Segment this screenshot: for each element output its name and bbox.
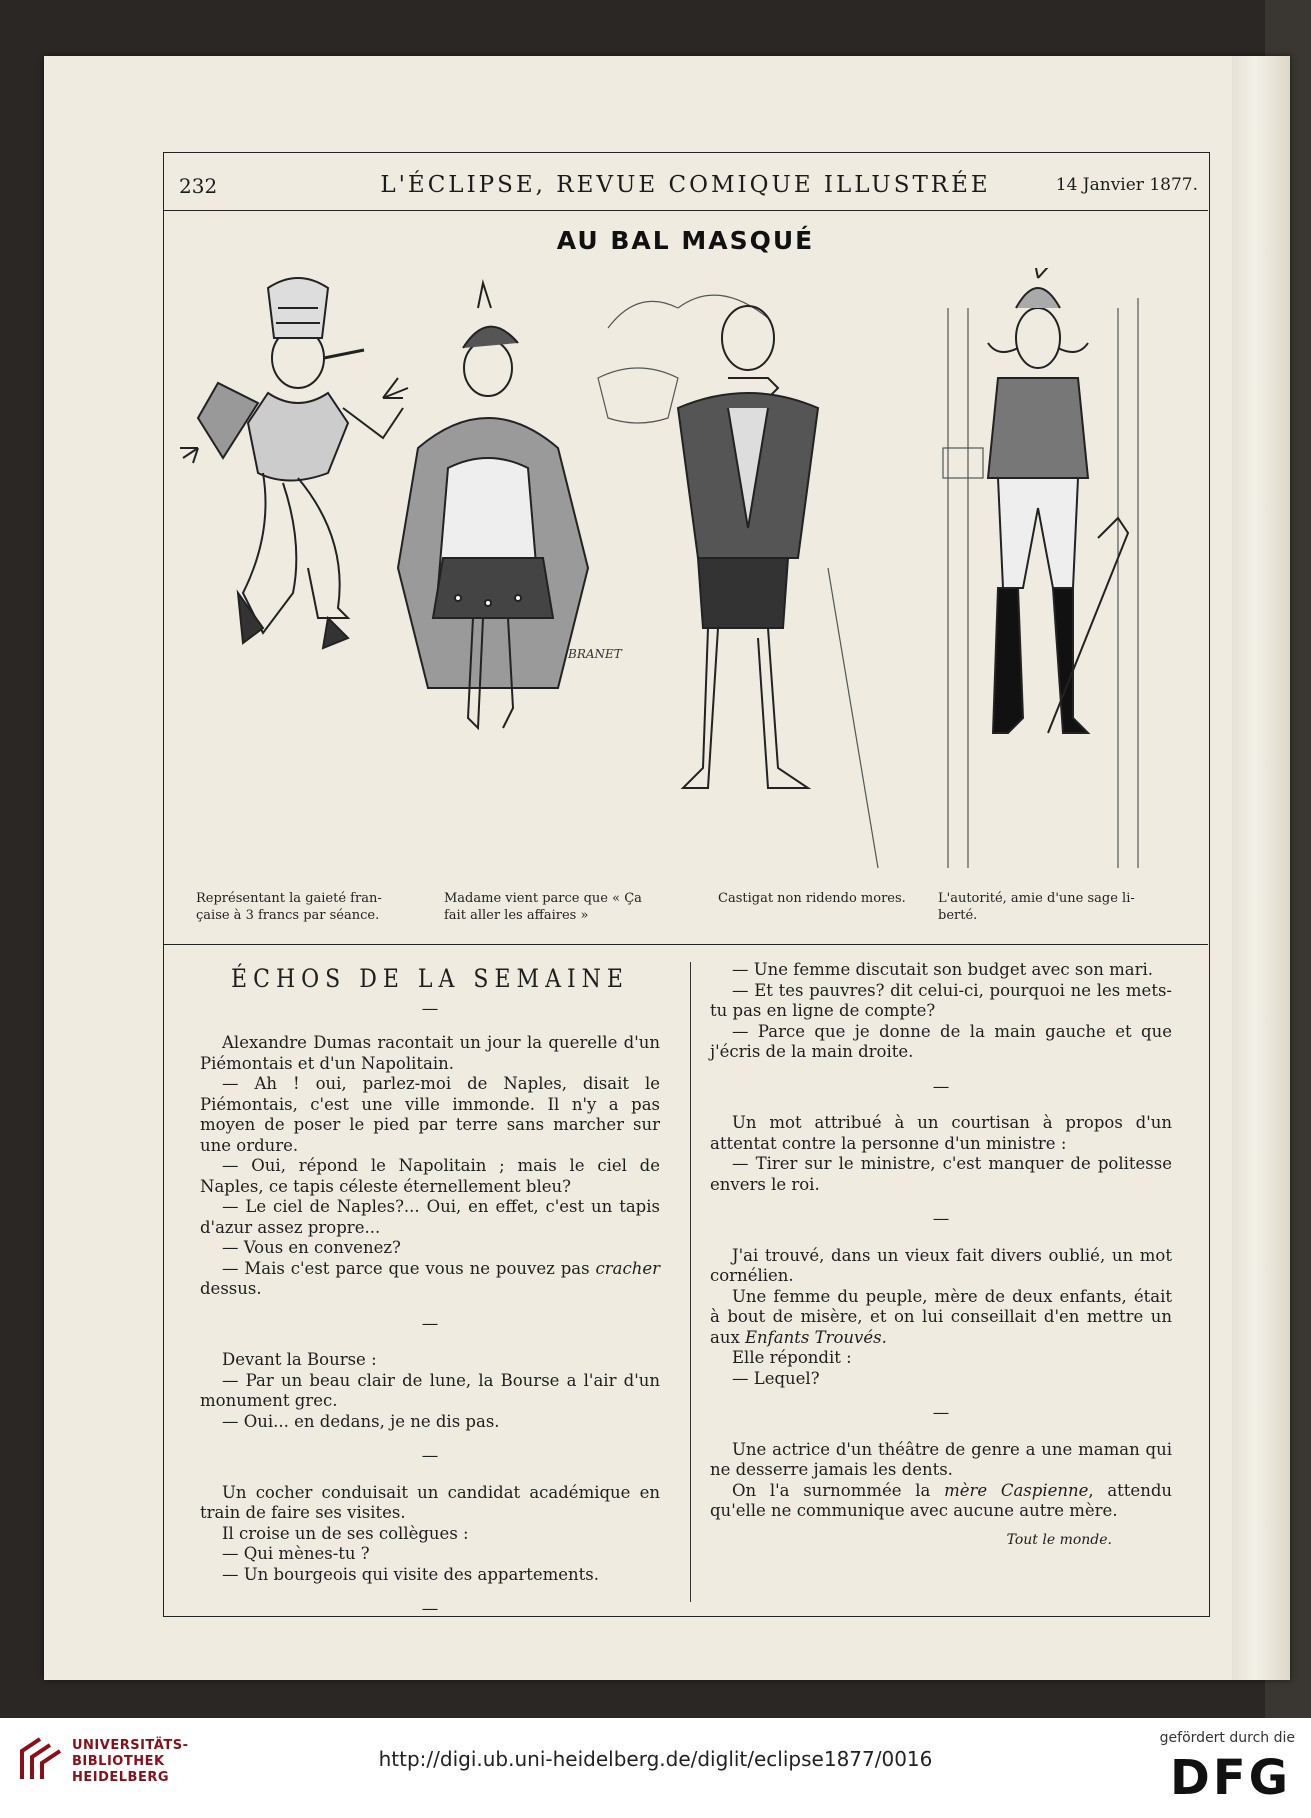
paragraph: J'ai trouvé, dans un vieux fait divers oublié, un mot cornélien. bbox=[710, 1245, 1172, 1285]
paragraph: Un cocher conduisait un candidat académique en train de faire ses visites. bbox=[200, 1482, 660, 1522]
issue-date: 14 Janvier 1877. bbox=[1055, 175, 1198, 195]
paragraph bbox=[200, 1259, 660, 1300]
paragraph: Elle répondit : bbox=[732, 1348, 852, 1367]
italic-text: cracher bbox=[595, 1258, 660, 1278]
caption-1-text: Représentant la gaieté fran- çaise à 3 francs par séance. bbox=[196, 891, 382, 923]
document-url-link[interactable]: http://digi.ub.uni-heidelberg.de/diglit/eclipse1877/0016 bbox=[378, 1747, 933, 1771]
caption-4-text: L'autorité, amie d'une sage li- berté. bbox=[938, 891, 1135, 923]
paragraph: — Vous en convenez? bbox=[222, 1238, 401, 1257]
header-rule bbox=[163, 210, 1208, 211]
section-rule bbox=[163, 944, 1208, 945]
library-name-line: BIBLIOTHEK bbox=[72, 1754, 165, 1769]
italic-text: Enfants Trouvés. bbox=[745, 1327, 887, 1347]
text-run: Une femme du peuple, mère de deux enfants, était à bout de misère, et on lui conseillait d'en mettre un aux bbox=[710, 1286, 1172, 1347]
paragraph: — Tirer sur le ministre, c'est manquer de politesse envers le roi. bbox=[710, 1154, 1172, 1194]
figure-woman bbox=[398, 283, 623, 728]
column-signature: Tout le monde. bbox=[1006, 1531, 1112, 1548]
paragraph: — Par un beau clair de lune, la Bourse a l'air d'un monument grec. bbox=[200, 1370, 660, 1410]
paragraph: Une actrice d'un théâtre de genre a une maman qui ne desserre jamais les dents. bbox=[710, 1439, 1172, 1479]
separator: — bbox=[421, 1599, 439, 1618]
figure-soldier bbox=[988, 268, 1128, 733]
caption-2-text: Madame vient parce que « Ça fait aller les affaires » bbox=[444, 891, 642, 923]
left-column bbox=[200, 960, 660, 1636]
paragraph: — Lequel? bbox=[732, 1368, 820, 1388]
caption-3-text: Castigat non ridendo mores. bbox=[718, 891, 906, 906]
text-run: , attendu qu'elle ne communique avec aucune autre mère. bbox=[710, 1480, 1173, 1520]
right-column bbox=[710, 960, 1172, 1550]
paragraph: — Le ciel de Naples?... Oui, en effet, c'est un tapis d'azur assez propre... bbox=[200, 1197, 660, 1237]
separator: — bbox=[932, 1209, 950, 1228]
paragraph: — Parce que je donne de la main gauche et que j'écris de la main droite. bbox=[710, 1021, 1172, 1061]
paragraph: Un mot attribué à un courtisan à propos d'un attentat contre la personne d'un ministre : bbox=[710, 1113, 1172, 1153]
cartoon-illustration bbox=[178, 268, 1196, 878]
cartoon-title: AU BAL MASQUÉ bbox=[556, 226, 815, 255]
caption-1 bbox=[196, 890, 396, 924]
paragraph: — Ah ! oui, parlez-moi de Naples, disait le Piémontais, c'est une ville immonde. Il n'y a pas moyen de poser le pied par terre sans marcher sur une ordure. bbox=[200, 1074, 660, 1155]
paragraph bbox=[710, 1481, 1172, 1522]
separator: — bbox=[421, 1313, 439, 1333]
section-title: ÉCHOS DE LA SEMAINE bbox=[231, 965, 629, 994]
figure-magistrate bbox=[678, 306, 818, 788]
journal-title: L'ÉCLIPSE, REVUE COMIQUE ILLUSTRÉE bbox=[380, 172, 991, 198]
library-name-line: HEIDELBERG bbox=[72, 1770, 170, 1785]
paragraph: — Qui mènes-tu ? bbox=[222, 1544, 370, 1563]
page-fold bbox=[1232, 56, 1290, 1680]
separator: — bbox=[932, 1403, 950, 1422]
text-run: — Mais c'est parce que vous ne pouvez pas bbox=[222, 1258, 596, 1278]
paragraph: Il croise un de ses collègues : bbox=[222, 1523, 469, 1543]
text-run: On l'a surnommée la bbox=[732, 1480, 945, 1500]
funding-text: gefördert durch die bbox=[1159, 1730, 1295, 1746]
dfg-logo[interactable]: DFG bbox=[1169, 1750, 1291, 1806]
text-run: dessus. bbox=[200, 1279, 262, 1298]
caption-3 bbox=[718, 890, 918, 907]
figure-jester bbox=[180, 278, 408, 648]
caption-2 bbox=[444, 890, 654, 924]
paragraph: Devant la Bourse : bbox=[222, 1350, 377, 1369]
page-number: 232 bbox=[179, 174, 218, 198]
running-header bbox=[163, 170, 1208, 204]
separator: — bbox=[421, 998, 439, 1018]
paragraph: — Oui... en dedans, je ne dis pas. bbox=[222, 1411, 500, 1431]
separator: — bbox=[932, 1076, 950, 1096]
column-separator bbox=[690, 962, 691, 1602]
paragraph: — Un bourgeois qui visite des appartements. bbox=[222, 1564, 599, 1584]
paragraph bbox=[710, 1287, 1172, 1349]
artist-signature: BRANET bbox=[568, 647, 622, 661]
paragraph: Alexandre Dumas racontait un jour la querelle d'un Piémontais et d'un Napolitain. bbox=[200, 1033, 660, 1073]
paragraph: — Une femme discutait son budget avec son mari. bbox=[732, 960, 1154, 979]
separator: — bbox=[421, 1446, 439, 1465]
italic-text: mère Caspienne bbox=[944, 1480, 1089, 1500]
library-name-line: UNIVERSITÄTS- bbox=[72, 1738, 189, 1753]
paragraph: — Oui, répond le Napolitain ; mais le ciel de Naples, ce tapis céleste éternellement bleu? bbox=[200, 1156, 660, 1196]
caption-4 bbox=[938, 890, 1168, 924]
paragraph: — Et tes pauvres? dit celui-ci, pourquoi ne les mets-tu pas en ligne de compte? bbox=[710, 980, 1172, 1020]
